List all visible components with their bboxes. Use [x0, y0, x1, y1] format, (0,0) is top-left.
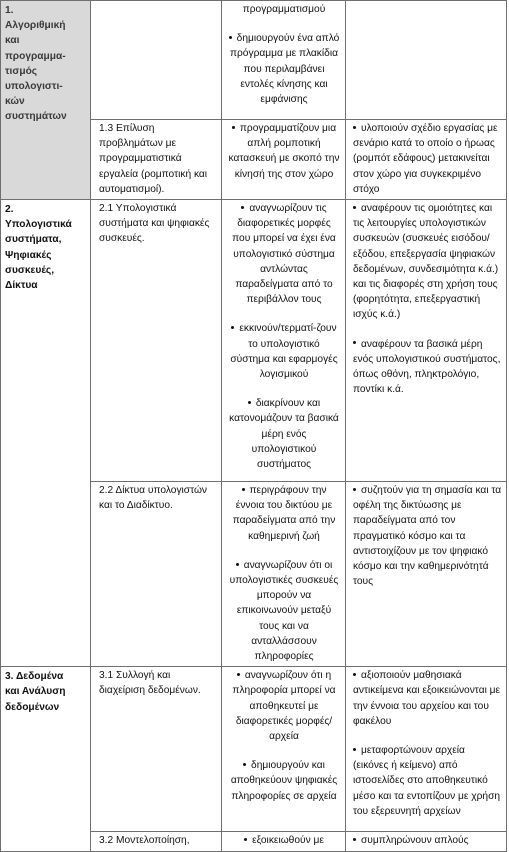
- activity-item: [350, 668, 503, 729]
- activity-text: αναφέρουν τα βασικά μέρη ενός υπολογιστικού συστήματος, όπως οθόνη, πληκτρολόγιο, ποντίκι κ.ά.: [353, 338, 501, 396]
- bullet-icon: [353, 341, 356, 344]
- goal-text: προγραμματίζουν μια απλή ρομποτική κατασκευή με σκοπό την κίνησή της στον χώρο: [228, 123, 340, 180]
- bullet-icon: [231, 326, 234, 329]
- thematic-area-cell: [1, 200, 91, 667]
- goal-item: [226, 668, 342, 744]
- goals-cell: [222, 1, 346, 120]
- activities-cell: [346, 832, 507, 852]
- goal-item: [226, 321, 342, 382]
- bullet-icon: [236, 563, 239, 566]
- thematic-area-label: 1. Αλγοριθμική και προγραμμα- τισμός υπολογιστι- κών συστημάτων: [5, 5, 67, 123]
- bullet-icon: [353, 673, 356, 676]
- unit-cell: [91, 482, 222, 667]
- goal-text: εξοικειωθούν με: [252, 835, 324, 847]
- bullet-icon: [353, 488, 356, 491]
- goal-text: εκκινούν/τερματί-ζουν το υπολογιστικό σύστημα και εφαρμογές λογισμικού: [230, 323, 338, 381]
- activity-item: [350, 743, 503, 819]
- activity-text: μεταφορτώνουν αρχεία (εικόνες ή κείμενο) από ιστοσελίδες στο αποθηκευτικό μέσο και τα εντοπίζουν με χρήση του εξερευνητή αρχείων: [353, 745, 501, 817]
- goal-item: [226, 558, 342, 664]
- goal-text: περιγράφουν την έννοια του δικτύου με παραδείγματα από την καθημερινή ζωή: [232, 485, 336, 542]
- goal-text: αναγνωρίζουν τις διαφορετικές μορφές που μπορεί να έχει ένα υπολογιστικό σύστημα αντλώντας παραδείγματα από το περιβάλλον τους: [232, 203, 336, 306]
- bullet-icon: [243, 763, 246, 766]
- thematic-area-label: 3. Δεδομένα και Ανάλυση δεδομένων: [5, 671, 66, 713]
- activities-cell: [346, 667, 507, 832]
- unit-label: 2.1 Υπολογιστικά συστήματα και ψηφιακές συσκευές.: [99, 203, 210, 245]
- goal-item: [226, 483, 342, 544]
- activity-text: συζητούν για τη σημασία και τα οφέλη της δικτύωσης με παραδείγματα από τον πραγματικό κόσμο και τα αντιστοιχίζουν με τον ψηφιακό κόσμο και την καθημερινότητά τους: [353, 485, 502, 588]
- unit-cell: [91, 1, 222, 120]
- bullet-icon: [248, 401, 251, 404]
- goal-item: [226, 2, 342, 17]
- goal-item: [226, 121, 342, 182]
- table-row: [1, 667, 507, 832]
- thematic-area-cell: [1, 1, 91, 200]
- activity-text: υλοποιούν σχέδιο εργασίας με σενάριο κατά το οποίο ο ήρωας (ρομπότ εδάφους) μετακινείται στον χώρο για συγκεκριμένο στόχο: [353, 123, 498, 195]
- goal-text: δημιουργούν ένα απλό πρόγραμμα με πλακίδια που περιλαμβάνει εντολές κίνησης και εμφάνισης: [229, 33, 340, 106]
- bullet-icon: [353, 206, 356, 209]
- goal-item: [226, 31, 342, 107]
- unit-cell: [91, 832, 222, 852]
- bullet-icon: [232, 126, 235, 129]
- thematic-area-cell: [1, 667, 91, 852]
- bullet-icon: [353, 838, 356, 841]
- activities-cell: [346, 482, 507, 667]
- goal-item: [226, 758, 342, 804]
- bullet-icon: [229, 36, 232, 39]
- goal-text: αναγνωρίζουν ότι η πληροφορία μπορεί να αποθηκευτεί με διαφορετικές μορφές/αρχεία: [232, 670, 336, 743]
- table-row: [1, 200, 507, 482]
- unit-label: 1.3 Επίλυση προβλημάτων με προγραμματιστικά εργαλεία (ρομποτική και αυτοματισμοί).: [99, 123, 208, 195]
- activity-item: [350, 337, 503, 398]
- thematic-area-label: 2. Υπολογιστικά συστήματα, Ψηφιακές συσκευές, Δίκτυα: [5, 204, 72, 292]
- goals-cell: [222, 482, 346, 667]
- bullet-icon: [353, 748, 356, 751]
- unit-label: 2.2 Δίκτυα υπολογιστών και το Διαδίκτυο.: [99, 485, 208, 512]
- table-row: [1, 1, 507, 120]
- unit-cell: [91, 120, 222, 200]
- goals-cell: [222, 120, 346, 200]
- goals-cell: [222, 667, 346, 832]
- goal-text: δημιουργούν και αποθηκεύουν ψηφιακές πληροφορίες σε αρχεία: [230, 760, 338, 802]
- activities-cell: [346, 1, 507, 120]
- bullet-icon: [242, 488, 245, 491]
- goal-text: αναγνωρίζουν ότι οι υπολογιστικές συσκευές μπορούν να επικοινωνούν μεταξύ τους και να ανταλλάσσουν πληροφορίες: [229, 559, 339, 663]
- unit-label: 3.1 Συλλογή και διαχείριση δεδομένων.: [99, 670, 201, 697]
- activities-cell: [346, 120, 507, 200]
- activity-text: συμπληρώνουν απλούς: [361, 835, 469, 847]
- bullet-icon: [353, 126, 356, 129]
- goal-text: διακρίνουν και κατονομάζουν τα βασικά μέρη ενός υπολογιστικού συστήματος: [229, 398, 339, 471]
- activity-item: [350, 121, 503, 197]
- unit-label: 3.2 Μοντελοποίηση,: [99, 835, 190, 847]
- unit-cell: [91, 667, 222, 832]
- unit-cell: [91, 200, 222, 482]
- goals-cell: [222, 832, 346, 852]
- bullet-icon: [241, 206, 244, 209]
- activity-item: [350, 483, 503, 589]
- activity-text: αξιοποιούν μαθησιακά αντικείμενα και εξοικειώνονται με την έννοια του αρχείου και του φακέλου: [353, 670, 501, 727]
- activities-cell: [346, 200, 507, 482]
- activity-item: [350, 201, 503, 323]
- activity-text: αναφέρουν τις ομοιότητες και τις λειτουργίες υπολογιστικών συσκευών (συσκευές εισόδου/εξόδου, επεξεργασία ψηφιακών δεδομένων, συνδεσιμότητα κ.ά.) και τις διαφορές στη χρήση τους (φορητότητα, επεξεργαστική ισχύς κ.ά.): [353, 203, 499, 321]
- goal-text: προγραμματισμού: [242, 4, 326, 15]
- goal-item: [226, 201, 342, 307]
- goals-cell: [222, 200, 346, 482]
- goal-item: [226, 396, 342, 472]
- bullet-icon: [237, 673, 240, 676]
- bullet-icon: [244, 838, 247, 841]
